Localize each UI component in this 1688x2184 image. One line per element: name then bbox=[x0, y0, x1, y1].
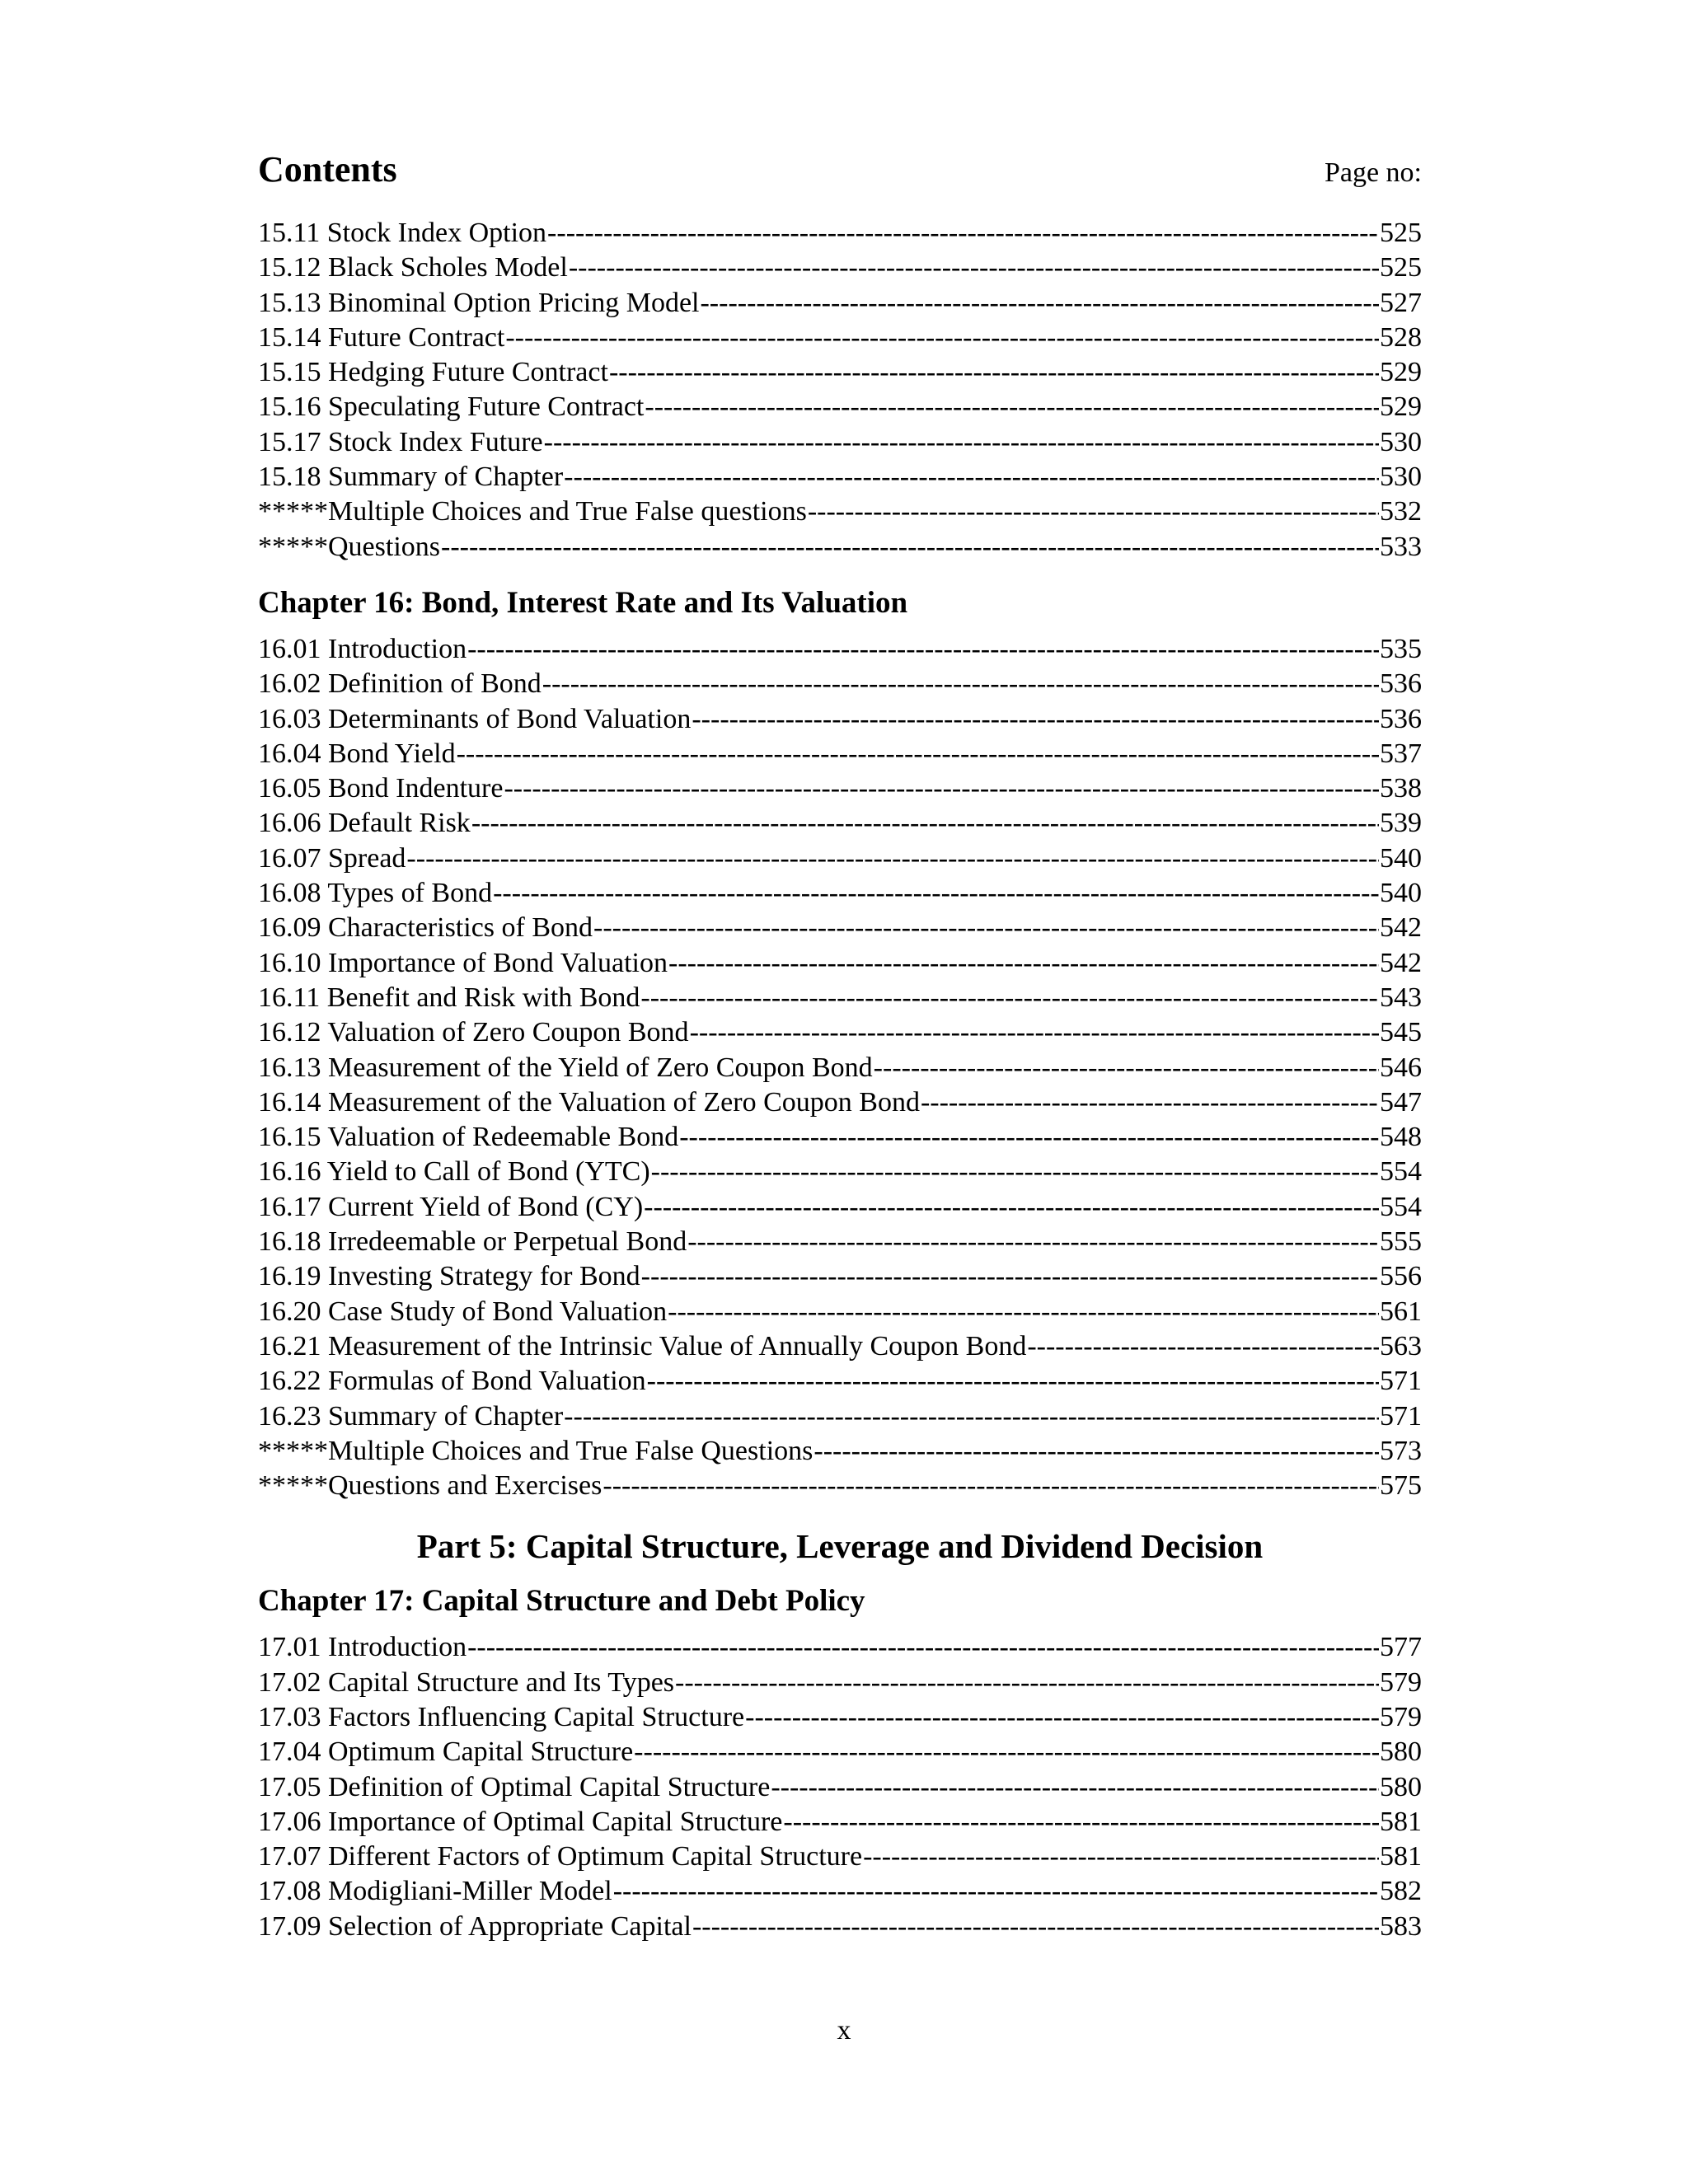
toc-entry-page: 536 bbox=[1380, 703, 1422, 734]
toc-dot-leader bbox=[647, 1364, 1379, 1399]
toc-entry-page: 525 bbox=[1380, 218, 1422, 248]
toc-entry[interactable] bbox=[258, 286, 1422, 321]
toc-dot-leader bbox=[471, 806, 1379, 841]
toc-entry[interactable] bbox=[258, 1155, 1422, 1189]
toc-entry-label: 16.10 Importance of Bond Valuation bbox=[258, 947, 668, 978]
toc-entry-label: 15.17 Stock Index Future bbox=[258, 426, 543, 457]
toc-dot-leader bbox=[603, 1469, 1379, 1503]
toc-entry[interactable] bbox=[258, 841, 1422, 876]
toc-dot-leader bbox=[613, 1874, 1379, 1909]
toc-entry-page: 536 bbox=[1380, 668, 1422, 700]
page-title: Contents bbox=[258, 149, 397, 190]
toc-dot-leader bbox=[542, 667, 1379, 701]
toc-entry[interactable] bbox=[258, 494, 1422, 529]
toc-dot-leader bbox=[1027, 1329, 1379, 1364]
toc-entry-label: 16.12 Valuation of Zero Coupon Bond bbox=[258, 1017, 689, 1048]
toc-entry-page: 538 bbox=[1380, 773, 1422, 804]
toc-list-section-15 bbox=[258, 216, 1422, 565]
page-number: x bbox=[837, 2015, 851, 2046]
toc-dot-leader bbox=[505, 321, 1379, 355]
toc-entry-label: 16.04 Bond Yield bbox=[258, 738, 456, 769]
toc-entry-label: 16.16 Yield to Call of Bond (YTC) bbox=[258, 1156, 650, 1188]
chapter-16-heading: Chapter 16: Bond, Interest Rate and Its Valuation bbox=[258, 585, 908, 620]
toc-entry-label: 16.06 Default Risk bbox=[258, 808, 471, 839]
toc-dot-leader bbox=[547, 216, 1379, 251]
toc-entry[interactable] bbox=[258, 251, 1422, 285]
toc-entry-label: 16.22 Formulas of Bond Valuation bbox=[258, 1366, 646, 1397]
toc-entry-label: 16.09 Characteristics of Bond bbox=[258, 912, 593, 944]
toc-dot-leader bbox=[569, 251, 1379, 285]
toc-dot-leader bbox=[634, 1735, 1379, 1769]
toc-entry[interactable] bbox=[258, 1399, 1422, 1434]
toc-entry[interactable] bbox=[258, 737, 1422, 771]
toc-entry[interactable] bbox=[258, 530, 1422, 565]
toc-entry-page: 579 bbox=[1380, 1666, 1422, 1698]
toc-entry-page: 539 bbox=[1380, 808, 1422, 839]
toc-dot-leader bbox=[645, 390, 1379, 424]
toc-entry-page: 532 bbox=[1380, 496, 1422, 527]
toc-entry-page: 583 bbox=[1380, 1910, 1422, 1942]
toc-entry-page: 571 bbox=[1380, 1400, 1422, 1432]
toc-list-chapter-16 bbox=[258, 632, 1422, 1503]
toc-entry[interactable] bbox=[258, 1190, 1422, 1225]
toc-dot-leader bbox=[640, 981, 1379, 1015]
toc-dot-leader bbox=[564, 1399, 1379, 1434]
toc-entry-page: 580 bbox=[1380, 1771, 1422, 1802]
toc-dot-leader bbox=[808, 494, 1379, 529]
toc-entry-page: 573 bbox=[1380, 1435, 1422, 1466]
toc-entry[interactable] bbox=[258, 702, 1422, 737]
toc-dot-leader bbox=[644, 1190, 1379, 1225]
toc-entry-page: 546 bbox=[1380, 1052, 1422, 1083]
toc-entry-label: 16.18 Irredeemable or Perpetual Bond bbox=[258, 1226, 687, 1258]
toc-entry-label: 15.15 Hedging Future Contract bbox=[258, 357, 608, 388]
toc-entry[interactable] bbox=[258, 216, 1422, 251]
toc-entry[interactable] bbox=[258, 911, 1422, 945]
toc-entry[interactable] bbox=[258, 1735, 1422, 1769]
toc-entry[interactable] bbox=[258, 1051, 1422, 1085]
toc-entry-label: *****Multiple Choices and True False Questions bbox=[258, 1435, 814, 1466]
toc-entry-page: 537 bbox=[1380, 738, 1422, 769]
toc-entry[interactable] bbox=[258, 1295, 1422, 1329]
toc-dot-leader bbox=[687, 1225, 1379, 1259]
toc-dot-leader bbox=[692, 1910, 1379, 1944]
toc-entry-page: 581 bbox=[1380, 1806, 1422, 1837]
toc-entry-page: 535 bbox=[1380, 633, 1422, 664]
toc-dot-leader bbox=[692, 702, 1379, 737]
toc-dot-leader bbox=[467, 632, 1379, 667]
toc-entry-page: 571 bbox=[1380, 1366, 1422, 1397]
toc-dot-leader bbox=[668, 946, 1379, 981]
toc-entry-label: 17.07 Different Factors of Optimum Capital Structure bbox=[258, 1841, 863, 1872]
toc-entry-page: 554 bbox=[1380, 1191, 1422, 1222]
toc-entry-page: 547 bbox=[1380, 1086, 1422, 1118]
toc-entry-page: 542 bbox=[1380, 947, 1422, 978]
toc-entry-label: 16.11 Benefit and Risk with Bond bbox=[258, 982, 640, 1013]
toc-entry[interactable] bbox=[258, 1015, 1422, 1050]
toc-entry-label: 17.01 Introduction bbox=[258, 1632, 467, 1663]
toc-entry-label: 17.05 Definition of Optimal Capital Structure bbox=[258, 1771, 771, 1802]
toc-entry-page: 527 bbox=[1380, 287, 1422, 318]
toc-entry-label: 15.14 Future Contract bbox=[258, 321, 505, 353]
toc-dot-leader bbox=[544, 425, 1379, 460]
contents-header bbox=[258, 148, 1422, 216]
toc-entry[interactable] bbox=[258, 1434, 1422, 1469]
toc-entry-page: 555 bbox=[1380, 1226, 1422, 1258]
toc-entry-label: 15.11 Stock Index Option bbox=[258, 218, 547, 248]
toc-entry[interactable] bbox=[258, 1910, 1422, 1944]
toc-entry-label: *****Questions bbox=[258, 531, 440, 562]
toc-entry[interactable] bbox=[258, 1364, 1422, 1399]
toc-entry[interactable] bbox=[258, 1630, 1422, 1665]
toc-entry-page: 530 bbox=[1380, 462, 1422, 493]
toc-entry-label: 16.08 Types of Bond bbox=[258, 878, 493, 909]
toc-entry-label: 15.18 Summary of Chapter bbox=[258, 462, 564, 493]
toc-entry[interactable] bbox=[258, 1700, 1422, 1735]
toc-entry-label: 16.23 Summary of Chapter bbox=[258, 1400, 564, 1432]
toc-list-chapter-17 bbox=[258, 1630, 1422, 1944]
toc-entry-label: 17.06 Importance of Optimal Capital Structure bbox=[258, 1806, 783, 1837]
toc-dot-leader bbox=[457, 737, 1379, 771]
toc-dot-leader bbox=[690, 1015, 1379, 1050]
toc-entry-page: 540 bbox=[1380, 878, 1422, 909]
toc-dot-leader bbox=[564, 460, 1379, 494]
toc-dot-leader bbox=[609, 355, 1379, 390]
toc-entry-label: *****Questions and Exercises bbox=[258, 1470, 603, 1502]
toc-dot-leader bbox=[814, 1434, 1379, 1469]
toc-entry[interactable] bbox=[258, 981, 1422, 1015]
toc-dot-leader bbox=[441, 530, 1379, 565]
toc-entry[interactable] bbox=[258, 1840, 1422, 1874]
toc-entry-label: 17.04 Optimum Capital Structure bbox=[258, 1736, 634, 1768]
toc-entry[interactable] bbox=[258, 1666, 1422, 1700]
page-no-label: Page no: bbox=[1324, 157, 1422, 188]
toc-entry-page: 582 bbox=[1380, 1876, 1422, 1907]
toc-entry[interactable] bbox=[258, 1120, 1422, 1155]
toc-entry[interactable] bbox=[258, 390, 1422, 424]
toc-entry-page: 545 bbox=[1380, 1017, 1422, 1048]
chapter-17-heading: Chapter 17: Capital Structure and Debt Policy bbox=[258, 1584, 865, 1619]
toc-entry-page: 577 bbox=[1380, 1632, 1422, 1663]
toc-entry-page: 556 bbox=[1380, 1261, 1422, 1292]
toc-entry[interactable] bbox=[258, 1225, 1422, 1259]
toc-entry[interactable] bbox=[258, 460, 1422, 494]
toc-entry-label: 15.16 Speculating Future Contract bbox=[258, 391, 645, 423]
toc-entry[interactable] bbox=[258, 355, 1422, 390]
toc-entry[interactable] bbox=[258, 667, 1422, 701]
toc-entry-page: 530 bbox=[1380, 426, 1422, 457]
toc-entry-label: 17.03 Factors Influencing Capital Structure bbox=[258, 1701, 745, 1732]
toc-entry-label: 16.21 Measurement of the Intrinsic Value of Annually Coupon Bond bbox=[258, 1330, 1027, 1361]
toc-entry[interactable] bbox=[258, 321, 1422, 355]
toc-dot-leader bbox=[771, 1770, 1379, 1805]
toc-entry-page: 540 bbox=[1380, 842, 1422, 874]
toc-entry-label: 16.02 Definition of Bond bbox=[258, 668, 542, 700]
toc-dot-leader bbox=[651, 1155, 1379, 1189]
toc-entry-label: 16.14 Measurement of the Valuation of Zero Coupon Bond bbox=[258, 1086, 920, 1118]
toc-entry-page: 548 bbox=[1380, 1122, 1422, 1153]
toc-entry[interactable] bbox=[258, 806, 1422, 841]
toc-entry-page: 581 bbox=[1380, 1841, 1422, 1872]
toc-dot-leader bbox=[668, 1295, 1379, 1329]
toc-entry-page: 561 bbox=[1380, 1296, 1422, 1327]
toc-entry-label: 16.15 Valuation of Redeemable Bond bbox=[258, 1122, 679, 1153]
toc-entry-label: 15.13 Binominal Option Pricing Model bbox=[258, 287, 700, 318]
toc-entry[interactable] bbox=[258, 771, 1422, 806]
toc-entry[interactable] bbox=[258, 632, 1422, 667]
toc-entry-label: 15.12 Black Scholes Model bbox=[258, 252, 568, 284]
toc-entry[interactable] bbox=[258, 876, 1422, 911]
toc-entry-label: 17.02 Capital Structure and Its Types bbox=[258, 1666, 675, 1698]
toc-entry-page: 528 bbox=[1380, 321, 1422, 353]
toc-entry-label: 16.03 Determinants of Bond Valuation bbox=[258, 703, 692, 734]
toc-dot-leader bbox=[406, 841, 1379, 876]
toc-dot-leader bbox=[467, 1630, 1379, 1665]
toc-entry-label: 16.19 Investing Strategy for Bond bbox=[258, 1261, 640, 1292]
contents-page bbox=[258, 148, 1422, 1944]
toc-entry[interactable] bbox=[258, 1874, 1422, 1909]
toc-dot-leader bbox=[874, 1051, 1379, 1085]
toc-entry-label: 16.01 Introduction bbox=[258, 633, 467, 664]
toc-entry-page: 533 bbox=[1380, 531, 1422, 562]
toc-entry-label: 16.05 Bond Indenture bbox=[258, 773, 504, 804]
toc-entry-label: 16.13 Measurement of the Yield of Zero Coupon Bond bbox=[258, 1052, 873, 1083]
toc-entry[interactable] bbox=[258, 1469, 1422, 1503]
toc-entry-label: 16.17 Current Yield of Bond (CY) bbox=[258, 1191, 644, 1222]
toc-entry[interactable] bbox=[258, 1085, 1422, 1120]
toc-entry[interactable] bbox=[258, 1259, 1422, 1294]
toc-dot-leader bbox=[921, 1085, 1379, 1120]
toc-dot-leader bbox=[863, 1840, 1379, 1874]
toc-entry[interactable] bbox=[258, 946, 1422, 981]
toc-entry-page: 529 bbox=[1380, 357, 1422, 388]
toc-dot-leader bbox=[593, 911, 1379, 945]
toc-dot-leader bbox=[504, 771, 1379, 806]
part-5-heading: Part 5: Capital Structure, Leverage and Dividend Decision bbox=[416, 1527, 1264, 1566]
toc-entry-page: 580 bbox=[1380, 1736, 1422, 1768]
toc-dot-leader bbox=[679, 1120, 1379, 1155]
toc-dot-leader bbox=[641, 1259, 1379, 1294]
toc-entry[interactable] bbox=[258, 1805, 1422, 1840]
toc-entry-label: 17.09 Selection of Appropriate Capital bbox=[258, 1910, 692, 1942]
toc-entry-page: 579 bbox=[1380, 1701, 1422, 1732]
toc-entry-page: 543 bbox=[1380, 982, 1422, 1013]
toc-entry[interactable] bbox=[258, 1329, 1422, 1364]
toc-entry-page: 542 bbox=[1380, 912, 1422, 944]
toc-dot-leader bbox=[783, 1805, 1379, 1840]
toc-entry-label: *****Multiple Choices and True False questions bbox=[258, 496, 807, 527]
toc-entry[interactable] bbox=[258, 425, 1422, 460]
toc-entry-page: 525 bbox=[1380, 252, 1422, 284]
toc-entry-page: 529 bbox=[1380, 391, 1422, 423]
toc-dot-leader bbox=[700, 286, 1379, 321]
toc-entry-page: 575 bbox=[1380, 1470, 1422, 1502]
toc-dot-leader bbox=[675, 1666, 1379, 1700]
toc-entry-page: 554 bbox=[1380, 1156, 1422, 1188]
toc-entry-label: 17.08 Modigliani-Miller Model bbox=[258, 1876, 612, 1907]
toc-entry[interactable] bbox=[258, 1770, 1422, 1805]
toc-entry-label: 16.20 Case Study of Bond Valuation bbox=[258, 1296, 668, 1327]
toc-entry-label: 16.07 Spread bbox=[258, 842, 406, 874]
toc-entry-page: 563 bbox=[1380, 1330, 1422, 1361]
toc-dot-leader bbox=[493, 876, 1379, 911]
toc-dot-leader bbox=[745, 1700, 1379, 1735]
